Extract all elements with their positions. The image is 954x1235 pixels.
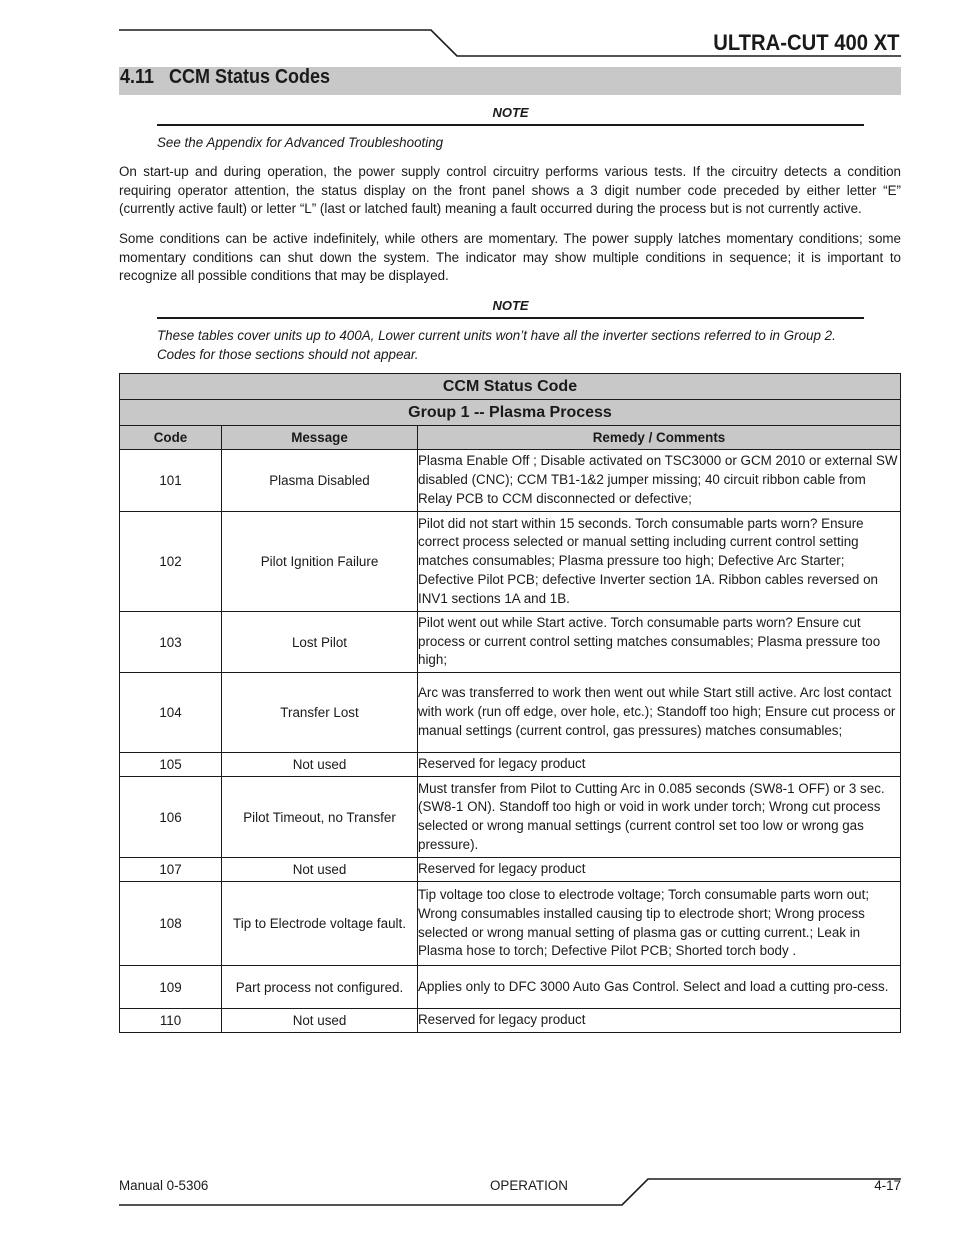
table-row — [120, 777, 901, 858]
remedy-cell: Must transfer from Pilot to Cutting Arc in 0.085 seconds (SW8-1 OFF) or 3 sec. (SW8-1 ON). Standoff too high or void in work under torch; Wrong cut process selected or wrong manual settings (current control set too low or wrong gas pressure). — [418, 777, 901, 858]
remedy-cell: Arc was transferred to work then went out while Start still active. Arc lost contact with work (run off edge, over hole, etc.); Standoff too high; Ensure cut process or manual settings (current control, gas pressures) matches consumables; — [418, 673, 901, 753]
note-rule — [157, 124, 864, 126]
remedy-cell: Reserved for legacy product — [418, 753, 901, 777]
remedy-cell: Tip voltage too close to electrode voltage; Torch consumable parts worn out; Wrong consumables installed causing tip to electrode short; Wrong process selected or wrong manual setting of plasma gas or cutting current.; Leak in Plasma hose to torch; Defective Pilot PCB; Shorted torch body . — [418, 882, 901, 966]
remedy-cell: Pilot did not start within 15 seconds. Torch consumable parts worn? Ensure correct process selected or manual setting including current control setting matches consumables; Plasma pressure too high; Defective Arc Starter; Defective Pilot PCB; defective Inverter section 1A. Ribbon cables reversed on INV1 sections 1A and 1B. — [418, 512, 901, 612]
note-text-2: These tables cover units up to 400A, Lower current units won’t have all the inverter sections referred to in Group 2. Codes for those sections should not appear. — [157, 328, 836, 362]
note-text: See the Appendix for Advanced Troubleshooting — [157, 135, 444, 150]
code-cell: 110 — [120, 1009, 222, 1033]
remedy-cell: Reserved for legacy product — [418, 858, 901, 882]
table-row — [120, 858, 901, 882]
table-row — [120, 1009, 901, 1033]
message-cell: Part process not configured. — [222, 966, 418, 1009]
table-row — [120, 753, 901, 777]
status-code-table — [119, 373, 901, 1033]
remedy-cell: Plasma Enable Off ; Disable activated on TSC3000 or GCM 2010 or external SW disabled (CNC); CCM TB1-1&2 jumper missing; 40 circuit ribbon cable from Relay PCB to CCM disconnected or defective; — [418, 450, 901, 512]
column-header-remedy: Remedy / Comments — [418, 426, 901, 450]
message-cell: Not used — [222, 753, 418, 777]
remedy-cell: Reserved for legacy product — [418, 1009, 901, 1033]
message-cell: Not used — [222, 1009, 418, 1033]
message-cell: Plasma Disabled — [222, 450, 418, 512]
code-cell: 108 — [120, 882, 222, 966]
column-header-code: Code — [120, 426, 222, 450]
code-cell: 106 — [120, 777, 222, 858]
code-cell: 102 — [120, 512, 222, 612]
conditions-paragraph: Some conditions can be active indefinitely, while others are momentary. The power supply latches momentary conditions; some momentary conditions can shut down the system. The indicator may show multiple conditions in sequence; it is important to recognize all possible conditions that may be displayed. — [119, 231, 901, 283]
remedy-cell: Applies only to DFC 3000 Auto Gas Control. Select and load a cutting pro-cess. — [418, 966, 901, 1009]
column-header-message: Message — [222, 426, 418, 450]
code-cell: 103 — [120, 612, 222, 673]
table-row — [120, 450, 901, 512]
code-cell: 107 — [120, 858, 222, 882]
message-cell: Pilot Timeout, no Transfer — [222, 777, 418, 858]
brand-title: ULTRA-CUT 400 XT — [712, 30, 899, 55]
message-cell: Tip to Electrode voltage fault. — [222, 882, 418, 966]
message-cell: Lost Pilot — [222, 612, 418, 673]
message-cell: Pilot Ignition Failure — [222, 512, 418, 612]
footer-manual: Manual 0-5306 — [119, 1178, 209, 1193]
message-cell: Not used — [222, 858, 418, 882]
table-group: Group 1 -- Plasma Process — [120, 400, 901, 426]
footer-section: OPERATION — [490, 1178, 568, 1193]
note-label-2: NOTE — [492, 298, 529, 313]
code-cell: 109 — [120, 966, 222, 1009]
remedy-cell: Pilot went out while Start active. Torch consumable parts worn? Ensure cut process or current control setting matches consumables; Plasma pressure too high; — [418, 612, 901, 673]
table-row — [120, 612, 901, 673]
code-cell: 101 — [120, 450, 222, 512]
message-cell: Transfer Lost — [222, 673, 418, 753]
table-row — [120, 882, 901, 966]
note-label: NOTE — [492, 105, 529, 120]
footer-page-number: 4-17 — [874, 1178, 901, 1193]
table-title: CCM Status Code — [120, 374, 901, 400]
table-row — [120, 673, 901, 753]
note-rule-2 — [157, 317, 864, 319]
section-number: 4.11 — [120, 66, 155, 88]
intro-paragraph: On start-up and during operation, the power supply control circuitry performs various tests. If the circuitry detects a condition requiring operator attention, the status display on the front panel shows a 3 digit number code preceded by either letter “E” (currently active fault) or letter “L” (last or latched fault) meaning a fault occurred during the process but is not currently active. — [119, 164, 901, 216]
section-title: CCM Status Codes — [169, 66, 331, 88]
code-cell: 105 — [120, 753, 222, 777]
section-heading — [120, 66, 330, 89]
code-cell: 104 — [120, 673, 222, 753]
table-row — [120, 512, 901, 612]
table-row — [120, 966, 901, 1009]
